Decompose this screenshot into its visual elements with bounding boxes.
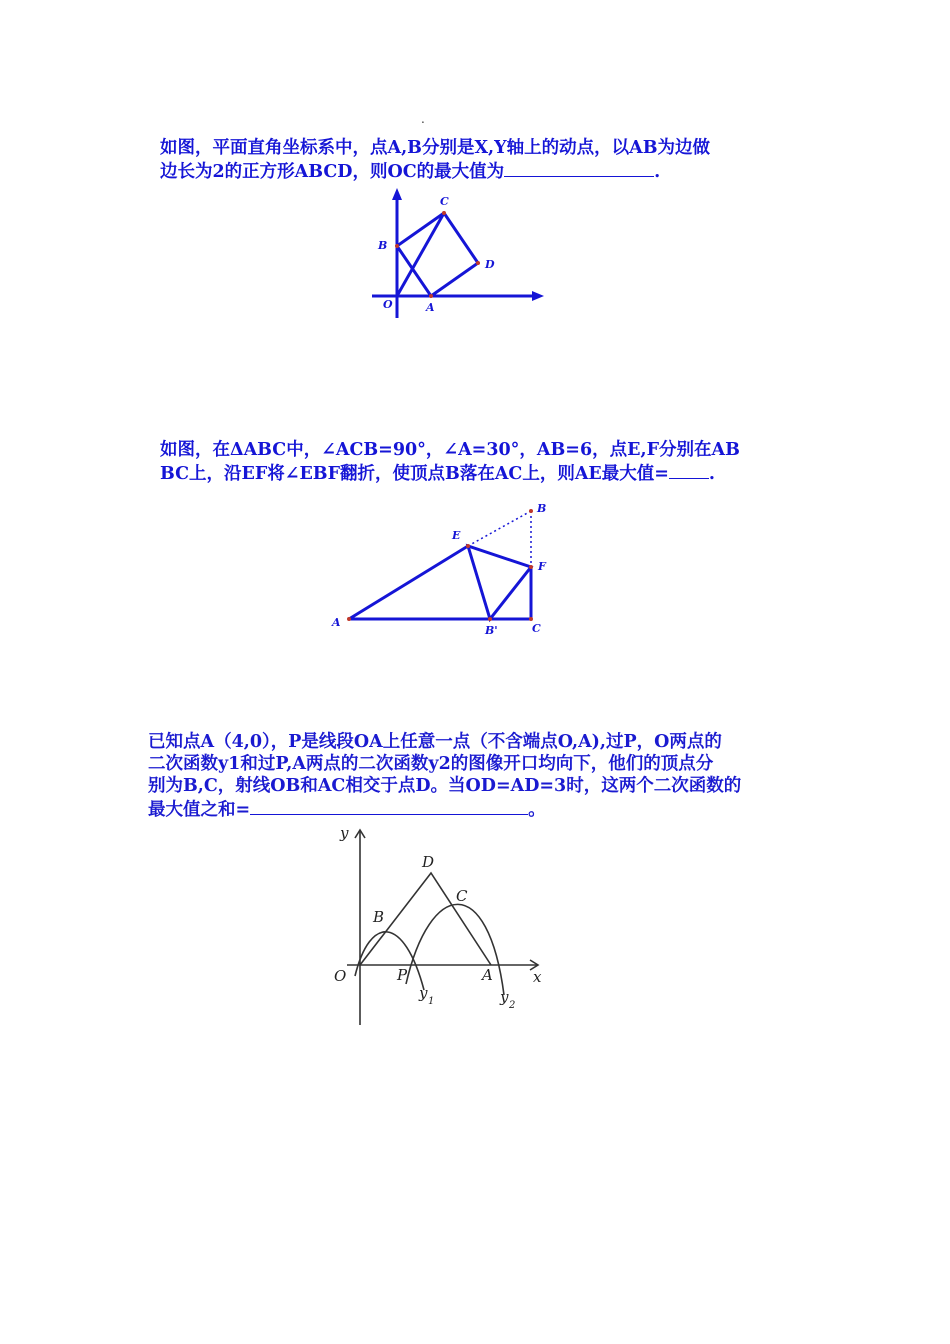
p2-folded-triangle — [468, 546, 531, 619]
p3-label-c: C — [456, 887, 468, 905]
p1-label-c: C — [440, 195, 449, 208]
problem-3-text — [148, 731, 741, 821]
answer-blank-3[interactable] — [250, 797, 528, 815]
p3-label-y1-sub: 1 — [428, 996, 435, 1007]
p3-label-y2: y — [500, 988, 509, 1006]
p3-label-d: D — [422, 853, 435, 871]
p1-label-b: B — [378, 239, 388, 252]
p2-label-b: B — [537, 502, 547, 515]
p1-label-a: A — [426, 301, 435, 314]
p1-x-arrow-icon — [532, 291, 544, 301]
p2-point-b — [529, 509, 533, 513]
p2-label-c: C — [532, 622, 541, 635]
p2-label-b-prime: B' — [485, 624, 498, 637]
problem-3-line-4 — [148, 797, 741, 821]
p1-point-b — [395, 244, 399, 248]
problem-3-line-2: 二次函数y1和过P,A两点的二次函数y2的图像开口均向下，他们的顶点分 — [148, 754, 714, 774]
p2-point-b-prime — [488, 617, 492, 621]
answer-blank-2[interactable] — [669, 461, 709, 479]
problem-1-line-1: 如图，平面直角坐标系中，点A,B分别是X,Y轴上的动点，以AB为边做 — [160, 138, 710, 158]
p3-label-o: O — [334, 967, 347, 985]
p3-parabola-y1 — [355, 932, 424, 990]
p3-label-y-axis: y — [340, 824, 349, 842]
problem-3-line-4-text: 最大值之和= — [148, 800, 251, 820]
problem-2-end: . — [708, 464, 715, 484]
problem-1-end: . — [654, 162, 661, 182]
p2-label-f: F — [538, 560, 546, 573]
problem-2-line-2 — [160, 461, 740, 485]
problem-2-text — [160, 439, 740, 485]
page-mark: . — [421, 112, 425, 126]
p3-label-a: A — [482, 966, 493, 984]
p3-label-p: P — [397, 966, 408, 984]
problem-2-line-2-text: BC上，沿EF将∠EBF翻折，使顶点B落在AC上，则AE最大值= — [160, 464, 669, 484]
problem-1-line-2-text: 边长为2的正方形ABCD，则OC的最大值为 — [160, 162, 505, 182]
p2-triangle-aef-c — [349, 546, 468, 619]
p3-label-y2-sub: 2 — [509, 1000, 516, 1011]
p2-point-e — [466, 544, 470, 548]
p2-label-a: A — [332, 616, 341, 629]
p1-point-a — [429, 294, 433, 298]
p2-label-e: E — [452, 529, 461, 542]
p1-point-c — [442, 211, 446, 215]
p2-dotted-eb — [468, 511, 531, 546]
problem-3-end: 。 — [528, 800, 546, 820]
p3-label-y1: y — [419, 984, 428, 1002]
p1-label-d: D — [485, 258, 495, 271]
p1-point-d — [476, 261, 480, 265]
p1-label-o: O — [383, 298, 393, 311]
problem-2-line-1: 如图，在ΔABC中，∠ACB=90°，∠A=30°，AB=6，点E,F分别在AB — [160, 440, 740, 460]
p2-point-c — [529, 617, 533, 621]
problem-3-line-3: 别为B,C，射线OB和AC相交于点D。当OD=AD=3时，这两个二次函数的 — [148, 776, 742, 796]
p3-label-b: B — [373, 908, 385, 926]
p2-point-f — [529, 565, 533, 569]
p3-label-x-axis: x — [533, 968, 542, 986]
p2-point-a — [347, 617, 351, 621]
problem-3-line-1: 已知点A（4,0），P是线段OA上任意一点（不含端点O,A),过P，O两点的 — [148, 732, 722, 752]
p1-y-arrow-icon — [392, 188, 402, 200]
